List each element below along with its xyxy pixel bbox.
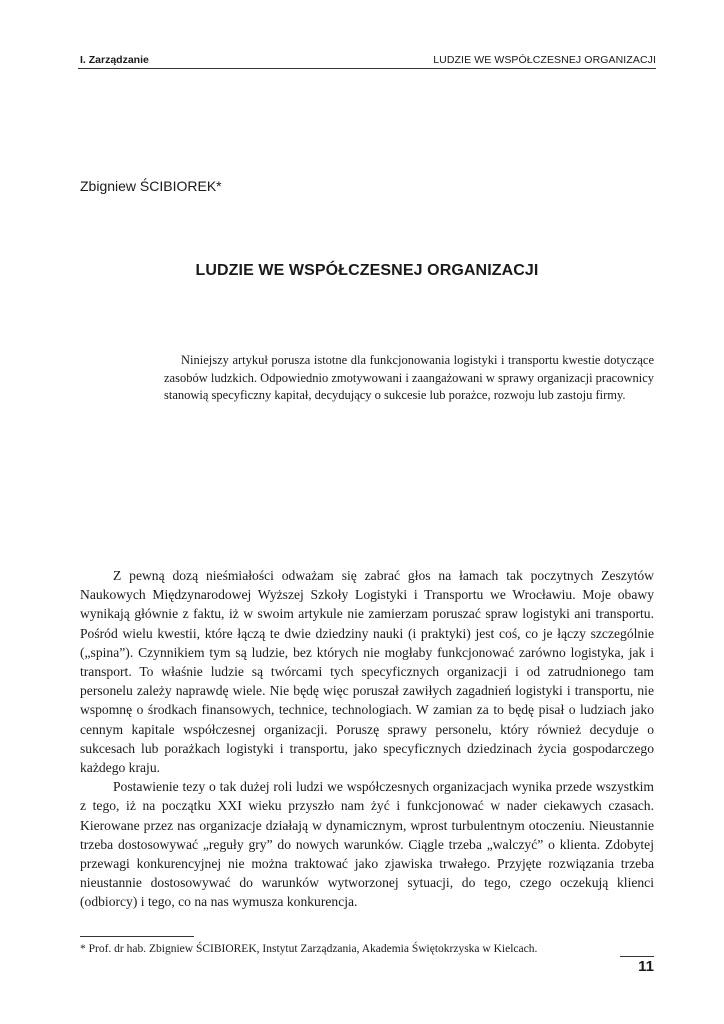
header-divider (78, 68, 656, 69)
running-header-section: I. Zarządzanie (80, 54, 149, 66)
body-paragraph: Z pewną dozą nieśmiałości odważam się zabrać głos na łamach tak poczytnych Zeszytów Naukowych Międzynarodowej Wyższej Szkoły Logistyki i Transportu we Wrocławiu. Moje obawy wynikają głównie z faktu, iż w swoim artykule nie zamierzam poruszać spraw logistyki ani transportu. Pośród wielu kwestii, które łączą te dwie dziedziny nauki (i praktyki) jest coś, co je łączy szczególnie („spina”). Czynnikiem tym są ludzie, bez których nie mogłaby funkcjonować zarówno logistyka, jak i transport. To właśnie ludzie są twórcami tych specyficznych organizacji i od zatrudnionego tam personelu zależy naprawdę wiele. Nie będę więc poruszał zawiłych zagadnień logistyki i transportu, nie wspomnę o środkach finansowych, technice, technologiach. W zamian za to będę pisał o ludziach jako cennym kapitale współczesnej organizacji. Poruszę sprawy personelu, który również decyduje o sukcesach lub porażkach logistyki i transportu, jako specyficznych dziedzinach życia gospodarczego każdego kraju. (80, 568, 654, 776)
article-author: Zbigniew ŚCIBIOREK* (80, 178, 222, 194)
author-footnote: * Prof. dr hab. Zbigniew ŚCIBIOREK, Instytut Zarządzania, Akademia Świętokrzyska w Kielcach. (80, 943, 538, 955)
article-body (80, 566, 654, 912)
body-paragraph: Postawienie tezy o tak dużej roli ludzi we współczesnych organizacjach wynika przede wszystkim z tego, iż na początku XXI wieku przyszło nam żyć i funkcjonować w nader ciekawych czasach. Kierowane przez nas organizacje działają w dynamicznym, wprost turbulentnym otoczeniu. Nieustannie trzeba dostosowywać „reguły gry” do nowych warunków. Ciągle trzeba „walczyć” o klienta. Zdobytej przewagi konkurencyjnej nie można traktować jako zjawiska trwałego. Przyjęte rozwiązania trzeba nieustannie dostosowywać do warunków wytworzonej sytuacji, do tego, czego oczekują klienci (odbiorcy) i tego, co na nas wymusza konkurencja. (80, 779, 654, 910)
page-number: 11 (638, 958, 654, 975)
article-title: LUDZIE WE WSPÓŁCZESNEJ ORGANIZACJI (195, 262, 539, 279)
page-number-divider (620, 956, 654, 957)
running-header-title: LUDZIE WE WSPÓŁCZESNEJ ORGANIZACJI (433, 54, 656, 66)
article-abstract: Niniejszy artykuł porusza istotne dla funkcjonowania logistyki i transportu kwestie dotyczące zasobów ludzkich. Odpowiednio zmotywowani i zaangażowani w sprawy organizacji pracownicy stanowią specyficzny kapitał, decydujący o sukcesie lub porażce, rozwoju lub zastoju firmy. (164, 353, 654, 402)
footnote-divider (80, 936, 194, 937)
